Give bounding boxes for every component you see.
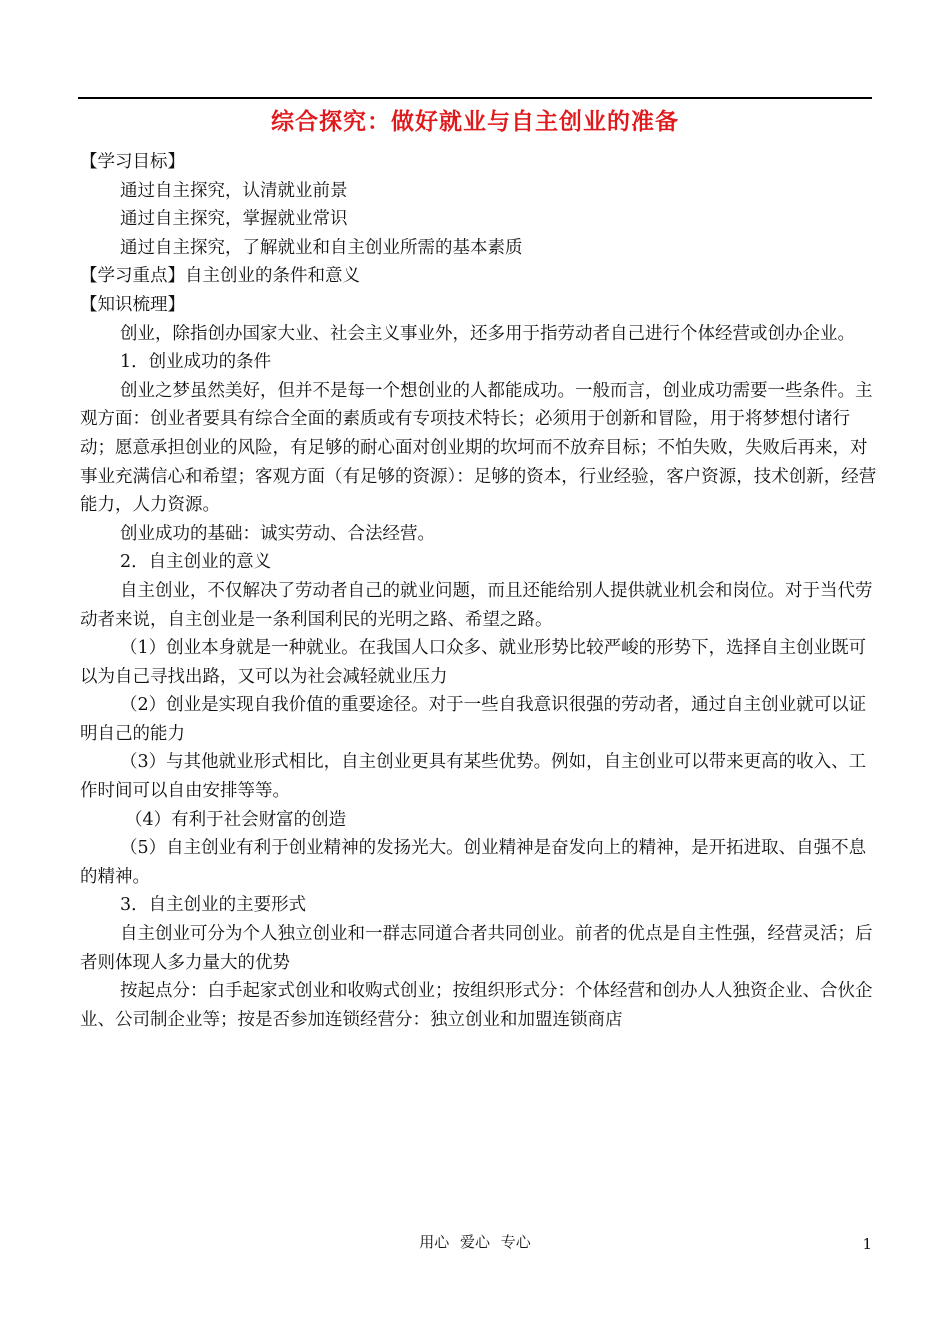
section-heading-knowledge: 【知识梳理】 bbox=[80, 294, 185, 315]
objective-item: 通过自主探究，了解就业和自主创业所需的基本素质 bbox=[120, 237, 523, 258]
subsection-heading: 2．自主创业的意义 bbox=[120, 552, 272, 573]
objective-item: 通过自主探究，掌握就业常识 bbox=[120, 209, 348, 230]
section-heading-objectives: 【学习目标】 bbox=[80, 152, 185, 172]
footer-text: 用心 爱心 专心 bbox=[419, 1233, 531, 1251]
list-item: （3）与其他就业形式相比，自主创业更具有某些优势。例如，自主创业可以带来更高的收入、工作时间可以自由安排等等。 bbox=[80, 752, 867, 802]
body-paragraph: 创业之梦虽然美好，但并不是每一个想创业的人都能成功。一般而言，创业成功需要一些条件。主观方面：创业者要具有综合全面的素质或有专项技术特长；必须用于创新和冒险，用于将梦想付诸行动；愿意承担创业的风险，有足够的耐心面对创业期的坎坷而不放弃目标；不怕失败，失败后再来，对事业充满信心和希望；客观方面（有足够的资源）：足够的资本，行业经验，客户资源，技术创新，经营能力，人力资源。 bbox=[80, 380, 877, 516]
body-paragraph: 按起点分：白手起家式创业和收购式创业；按组织形式分：个体经营和创办人人独资企业、合伙企业、公司制企业等；按是否参加连锁经营分：独立创业和加盟连锁商店 bbox=[80, 981, 873, 1030]
document-title: 综合探究：做好就业与自主创业的准备 bbox=[271, 109, 679, 135]
section-heading-key-points: 【学习重点】自主创业的条件和意义 bbox=[80, 266, 360, 287]
subsection-heading: 3．自主创业的主要形式 bbox=[120, 895, 307, 916]
list-item: （5）自主创业有利于创业精神的发扬光大。创业精神是奋发向上的精神，是开拓进取、自强不息的精神。 bbox=[80, 838, 867, 887]
subsection-heading: 1．创业成功的条件 bbox=[120, 352, 272, 373]
body-paragraph: 自主创业，不仅解决了劳动者自己的就业问题，而且还能给别人提供就业机会和岗位。对于当代劳动者来说，自主创业是一条利国利民的光明之路、希望之路。 bbox=[80, 580, 873, 630]
list-item: （1）创业本身就是一种就业。在我国人口众多、就业形势比较严峻的形势下，选择自主创业既可以为自己寻找出路，又可以为社会减轻就业压力 bbox=[80, 638, 867, 687]
list-item: （2）创业是实现自我价值的重要途径。对于一些自我意识很强的劳动者，通过自主创业就可以证明自己的能力 bbox=[80, 695, 867, 744]
list-item: （4）有利于社会财富的创造 bbox=[125, 809, 347, 830]
body-paragraph: 自主创业可分为个人独立创业和一群志同道合者共同创业。前者的优点是自主性强，经营灵活；后者则体现人多力量大的优势 bbox=[80, 924, 873, 973]
document-body bbox=[80, 148, 880, 1034]
header-rule bbox=[78, 97, 872, 99]
page-number: 1 bbox=[862, 1235, 872, 1253]
objective-item: 通过自主探究，认清就业前景 bbox=[120, 180, 348, 201]
body-paragraph: 创业，除指创办国家大业、社会主义事业外，还多用于指劳动者自己进行个体经营或创办企业。 bbox=[120, 323, 855, 344]
body-paragraph: 创业成功的基础：诚实劳动、合法经营。 bbox=[120, 523, 435, 544]
